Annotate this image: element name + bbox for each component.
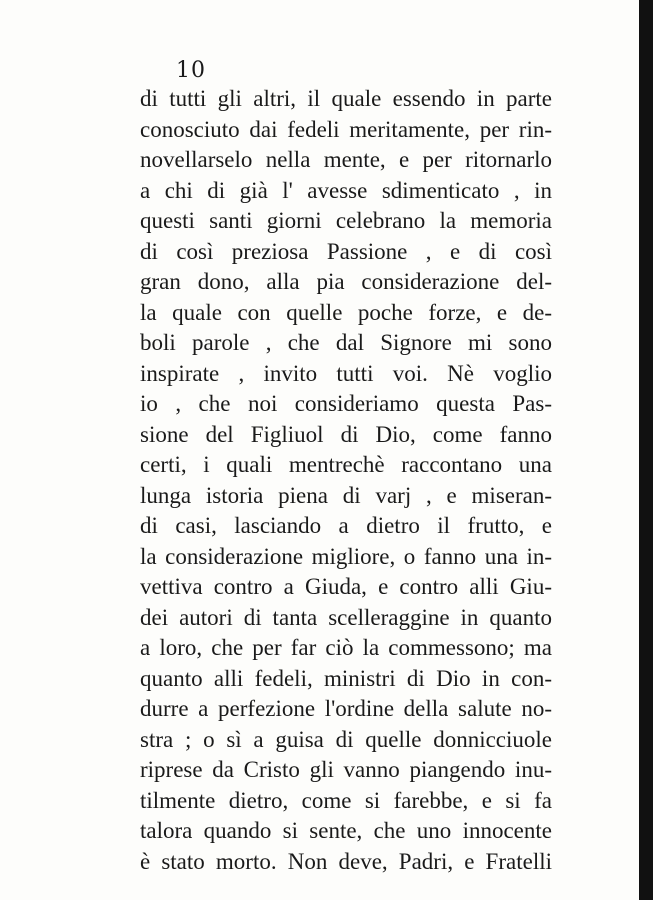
text-line: quanto alli fedeli, ministri di Dio in con- <box>140 665 552 691</box>
text-line: vettiva contro a Giuda, e contro alli Giu- <box>140 574 552 599</box>
text-line: la considerazione migliore, o fanno una in- <box>140 543 552 569</box>
text-line: tilmente dietro, come si farebbe, e si fa <box>140 787 552 813</box>
text-line: certi, i quali mentrechè raccontano una <box>140 452 552 477</box>
text-line: è stato morto. Non deve, Padri, e Fratelli <box>140 848 552 874</box>
text-line: di così preziosa Passione , e di così <box>140 238 552 264</box>
text-line: riprese da Cristo gli vanno piangendo inu- <box>140 757 552 782</box>
text-line: sione del Figliuol di Dio, come fanno <box>140 421 552 447</box>
text-line: dei autori di tanta scelleraggine in quanto <box>140 604 552 630</box>
scan-edge <box>639 0 653 900</box>
text-line: talora quando si sente, che uno innocente <box>140 818 552 843</box>
text-line: stra ; o sì a guisa di quelle donnicciuole <box>140 726 552 752</box>
text-line: a chi di già l' avesse sdimenticato , in <box>140 177 552 203</box>
text-line: durre a perfezione l'ordine della salute no- <box>140 696 552 721</box>
text-line: lunga istoria piena di varj , e miseran- <box>140 482 552 508</box>
body-text <box>140 84 552 877</box>
text-line: di tutti gli altri, il quale essendo in parte <box>140 86 552 111</box>
text-line: la quale con quelle poche forze, e de- <box>140 299 552 325</box>
text-line: conosciuto dai fedeli meritamente, per rin- <box>140 116 552 142</box>
text-line: inspirate , invito tutti voi. Nè voglio <box>140 360 552 386</box>
text-line: a loro, che per far ciò la commessono; ma <box>140 635 552 660</box>
text-line: boli parole , che dal Signore mi sono <box>140 330 552 355</box>
text-line: io , che noi consideriamo questa Pas- <box>140 391 552 416</box>
page-number: 10 <box>176 58 206 83</box>
text-line: novellarselo nella mente, e per ritornarlo <box>140 147 552 172</box>
text-line: gran dono, alla pia considerazione del- <box>140 269 552 294</box>
text-line: questi santi giorni celebrano la memoria <box>140 208 552 233</box>
text-line: di casi, lasciando a dietro il frutto, e <box>140 513 552 538</box>
